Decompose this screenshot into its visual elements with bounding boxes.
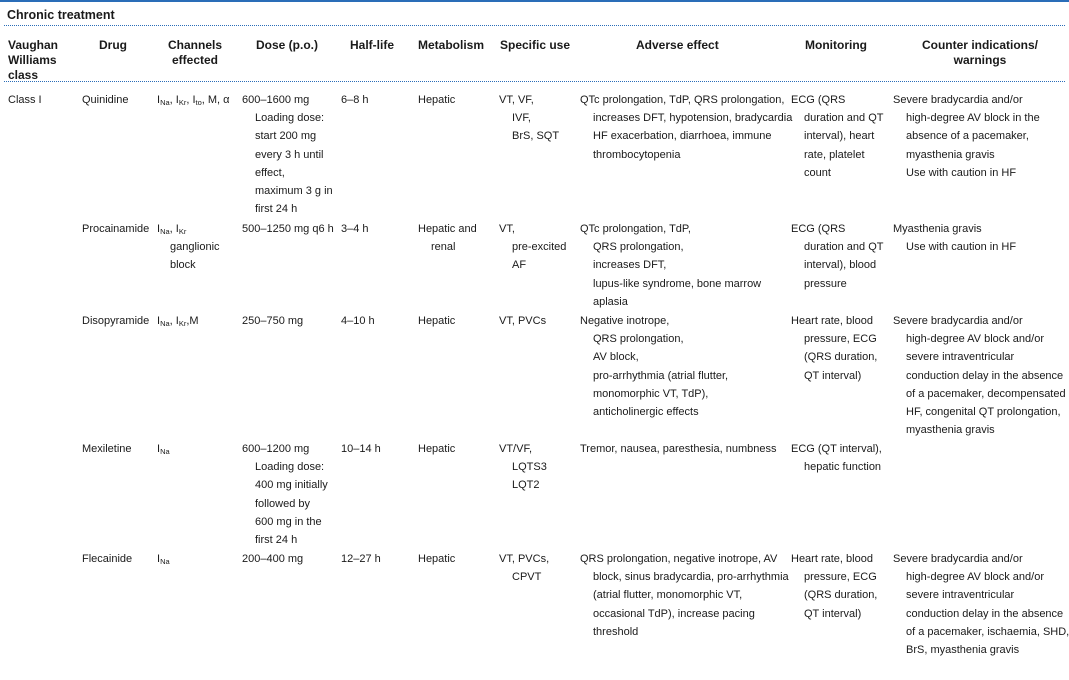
cell-half-life: 12–27 h [341, 553, 381, 565]
cell-metabolism: Hepatic [418, 315, 456, 327]
cell-drug: Disopyramide [82, 315, 150, 327]
cell-drug: Quinidine [82, 94, 129, 106]
cell-dose: 250–750 mg [242, 315, 304, 327]
cell-monitoring: ECG (QT interval), hepatic function [791, 443, 882, 474]
cell-channels: $I_{Na}$ [157, 443, 170, 456]
cell-adverse: QTc prolongation, TdP, QRS prolongation, increases DFT, lupus-like syndrome, bone marrow aplasia [580, 223, 762, 308]
header-counter-indications: Counter indications/ warnings [921, 38, 1038, 67]
cell-channels: $I_{Na}$, $I_{Kr}$, $I_{to}$, M, α [157, 94, 230, 107]
cell-drug: Procainamide [82, 223, 150, 235]
cell-channels: $I_{Na}$ [157, 553, 170, 566]
cell-counter: Severe bradycardia and/or high-degree AV block and/or severe intraventricular conduction delay in the absence of a pacemaker, ischaemia, SHD, BrS, myasthenia gravis [893, 553, 1069, 657]
header-metabolism: Metabolism [418, 38, 485, 52]
table-row [0, 82, 1069, 216]
cell-metabolism: Hepatic [418, 553, 456, 565]
cell-channels: $I_{Na}$, $I_{Kr}$ ganglionic block [157, 223, 220, 272]
cell-monitoring: ECG (QRS duration and QT interval), blood pressure [791, 223, 884, 290]
cell-half-life: 3–4 h [341, 223, 369, 235]
cell-adverse: QRS prolongation, negative inotrope, AV block, sinus bradycardia, pro-arrhythmia (atrial flutter, monomorphic VT, occasional TdP), increase pacing threshold [580, 553, 789, 638]
table-header [0, 26, 1069, 81]
cell-monitoring: Heart rate, blood pressure, ECG (QRS duration, QT interval) [791, 315, 878, 382]
table-row [0, 303, 1069, 437]
cell-drug: Flecainide [82, 553, 133, 565]
cell-half-life: 10–14 h [341, 443, 381, 455]
cell-class: Class I [8, 94, 42, 106]
section-title: Chronic treatment [7, 8, 115, 22]
table-body [0, 82, 1069, 657]
cell-metabolism: Hepatic [418, 94, 456, 106]
cell-dose: 600–1600 mg Loading dose: start 200 mg every 3 h until effect, maximum 3 g in first 24 h [242, 94, 333, 216]
cell-adverse: QTc prolongation, TdP, QRS prolongation, increases DFT, hypotension, bradycardia HF exacerbation, diarrhoea, immune thrombocytopenia [580, 94, 793, 161]
table-row [0, 541, 1069, 657]
cell-adverse: Negative inotrope, QRS prolongation, AV block, pro-arrhythmia (atrial flutter, monomorphic VT, TdP), anticholinergic effects [580, 315, 729, 419]
header-channels: Channels effected [167, 38, 222, 67]
cell-use: VT/VF, LQTS3 LQT2 [499, 443, 547, 492]
cell-use: VT, VF, IVF, BrS, SQT [499, 94, 560, 143]
cell-metabolism: Hepatic [418, 443, 456, 455]
cell-half-life: 6–8 h [341, 94, 369, 106]
cell-dose: 500–1250 mg q6 h [242, 223, 334, 235]
cell-monitoring: Heart rate, blood pressure, ECG (QRS duration, QT interval) [791, 553, 878, 620]
cell-use: VT, PVCs [499, 315, 547, 327]
header-specific-use: Specific use [500, 38, 571, 52]
cell-counter: Severe bradycardia and/or high-degree AV block in the absence of a pacemaker, myasthenia gravis Use with caution in HF [893, 94, 1040, 179]
cell-channels: $I_{Na}$, $I_{Kr},M$ [157, 315, 199, 328]
header-monitoring: Monitoring [805, 38, 867, 52]
cell-dose: 600–1200 mg Loading dose: 400 mg initially followed by 600 mg in the first 24 h [242, 443, 328, 547]
header-half-life: Half-life [350, 38, 395, 52]
cell-counter: Severe bradycardia and/or high-degree AV block and/or severe intraventricular conduction delay in the absence of a pacemaker, decompensated HF, congenital QT prolongation, myasthenia gravis [893, 315, 1066, 437]
cell-monitoring: ECG (QRS duration and QT interval), heart rate, platelet count [791, 94, 884, 179]
cell-half-life: 4–10 h [341, 315, 375, 327]
cell-use: VT, PVCs, CPVT [499, 553, 550, 584]
table-row [0, 211, 1069, 308]
header-dose: Dose (p.o.) [256, 38, 318, 52]
table-row [0, 431, 1069, 547]
header-drug: Drug [99, 38, 127, 52]
cell-adverse: Tremor, nausea, paresthesia, numbness [580, 443, 777, 455]
cell-counter: Myasthenia gravis Use with caution in HF [893, 223, 1017, 254]
cell-dose: 200–400 mg [242, 553, 304, 565]
header-class: Vaughan Williams class [8, 38, 59, 82]
header-adverse-effect: Adverse effect [636, 38, 719, 52]
cell-use: VT, pre-excited AF [499, 223, 567, 272]
cell-metabolism: Hepatic and renal [418, 223, 477, 254]
cell-drug: Mexiletine [82, 443, 132, 455]
